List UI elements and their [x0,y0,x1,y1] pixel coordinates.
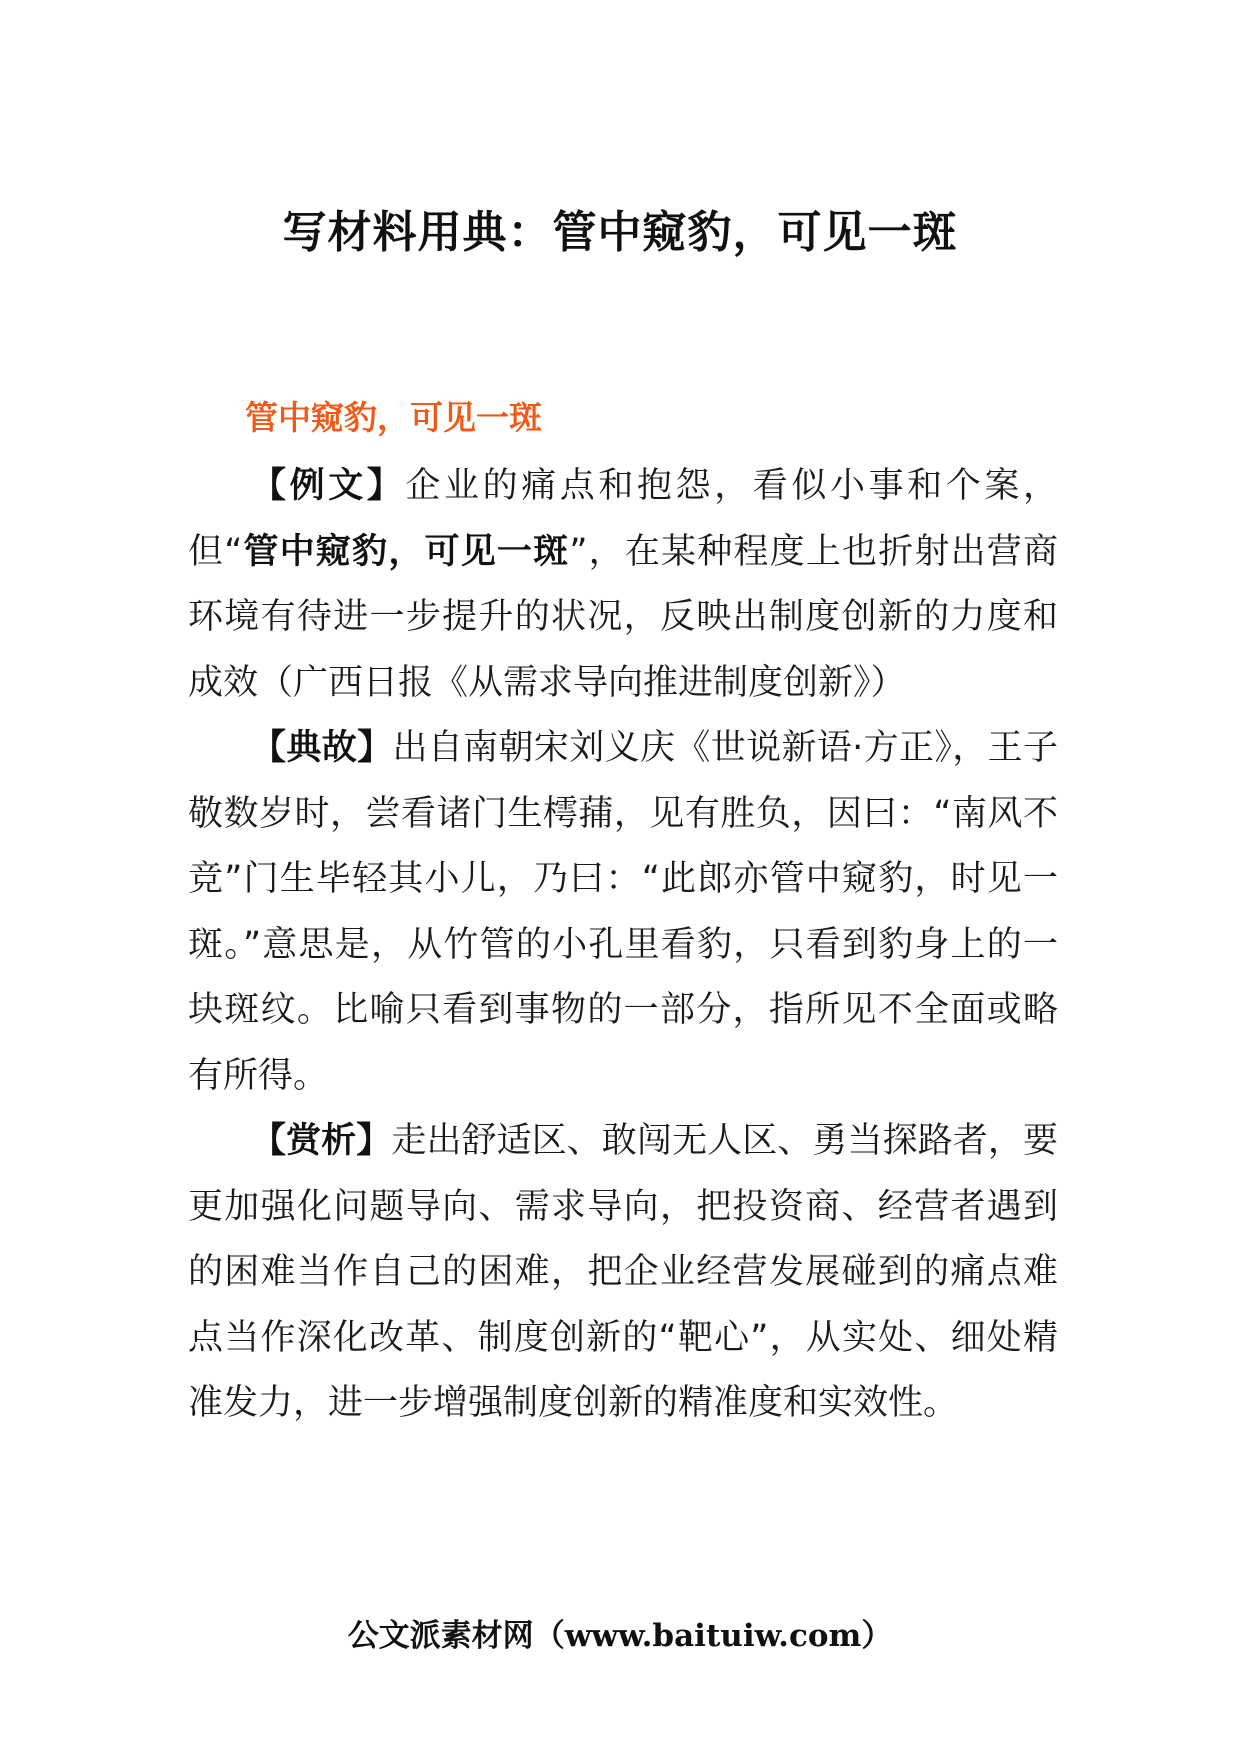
document-title: 写材料用典：管中窥豹，可见一斑 [282,207,958,258]
allusion-label: 【典故】 [251,728,393,768]
appreciation-label: 【赏析】 [251,1121,392,1161]
footer-source [0,1614,1240,1658]
section-subtitle: 管中窥豹，可见一斑 [245,398,542,437]
footer-paren-close: ） [861,1618,893,1654]
appreciation-text: 走出舒适区、敢闯无人区、勇当探路者，要更加强化问题导向、需求导向，把投资商、经营者遇到的困难当作自己的困难，把企业经营发展碰到的痛点难点当作深化改革、制度创新的“靶心”，从实处、细处精准发力，进一步增强制度创新的精准度和实效性。 [188,1121,1058,1423]
example-text-before: 企业的痛点和抱怨，看似小事和个案，但“ [188,466,1058,572]
example-label: 【例文】 [251,466,406,506]
footer-url-link[interactable]: www.baituiw.com [564,1618,862,1654]
footer-site-name: 公文派素材网 [347,1618,534,1654]
appreciation-paragraph [188,1109,1058,1437]
example-text-after: ”，在某种程度上也折射出营商环境有待进一步提升的状况，反映出制度创新的力度和成效（广西日报《从需求导向推进制度创新》） [188,531,1058,703]
footer-paren-open: （ [533,1618,565,1654]
example-quote: 管中窥豹，可见一斑 [242,531,570,572]
example-paragraph [188,454,1058,716]
allusion-paragraph [188,716,1058,1109]
article-body [188,454,1058,1437]
allusion-text: 出自南朝宋刘义庆《世说新语·方正》，王子敬数岁时，尝看诸门生樗蒱，见有胜负，因曰：“南风不竞”门生毕轻其小儿，乃曰：“此郎亦管中窥豹，时见一斑。”意思是，从竹管的小孔里看豹，只看到豹身上的一块斑纹。比喻只看到事物的一部分，指所见不全面或略有所得。 [188,728,1058,1096]
